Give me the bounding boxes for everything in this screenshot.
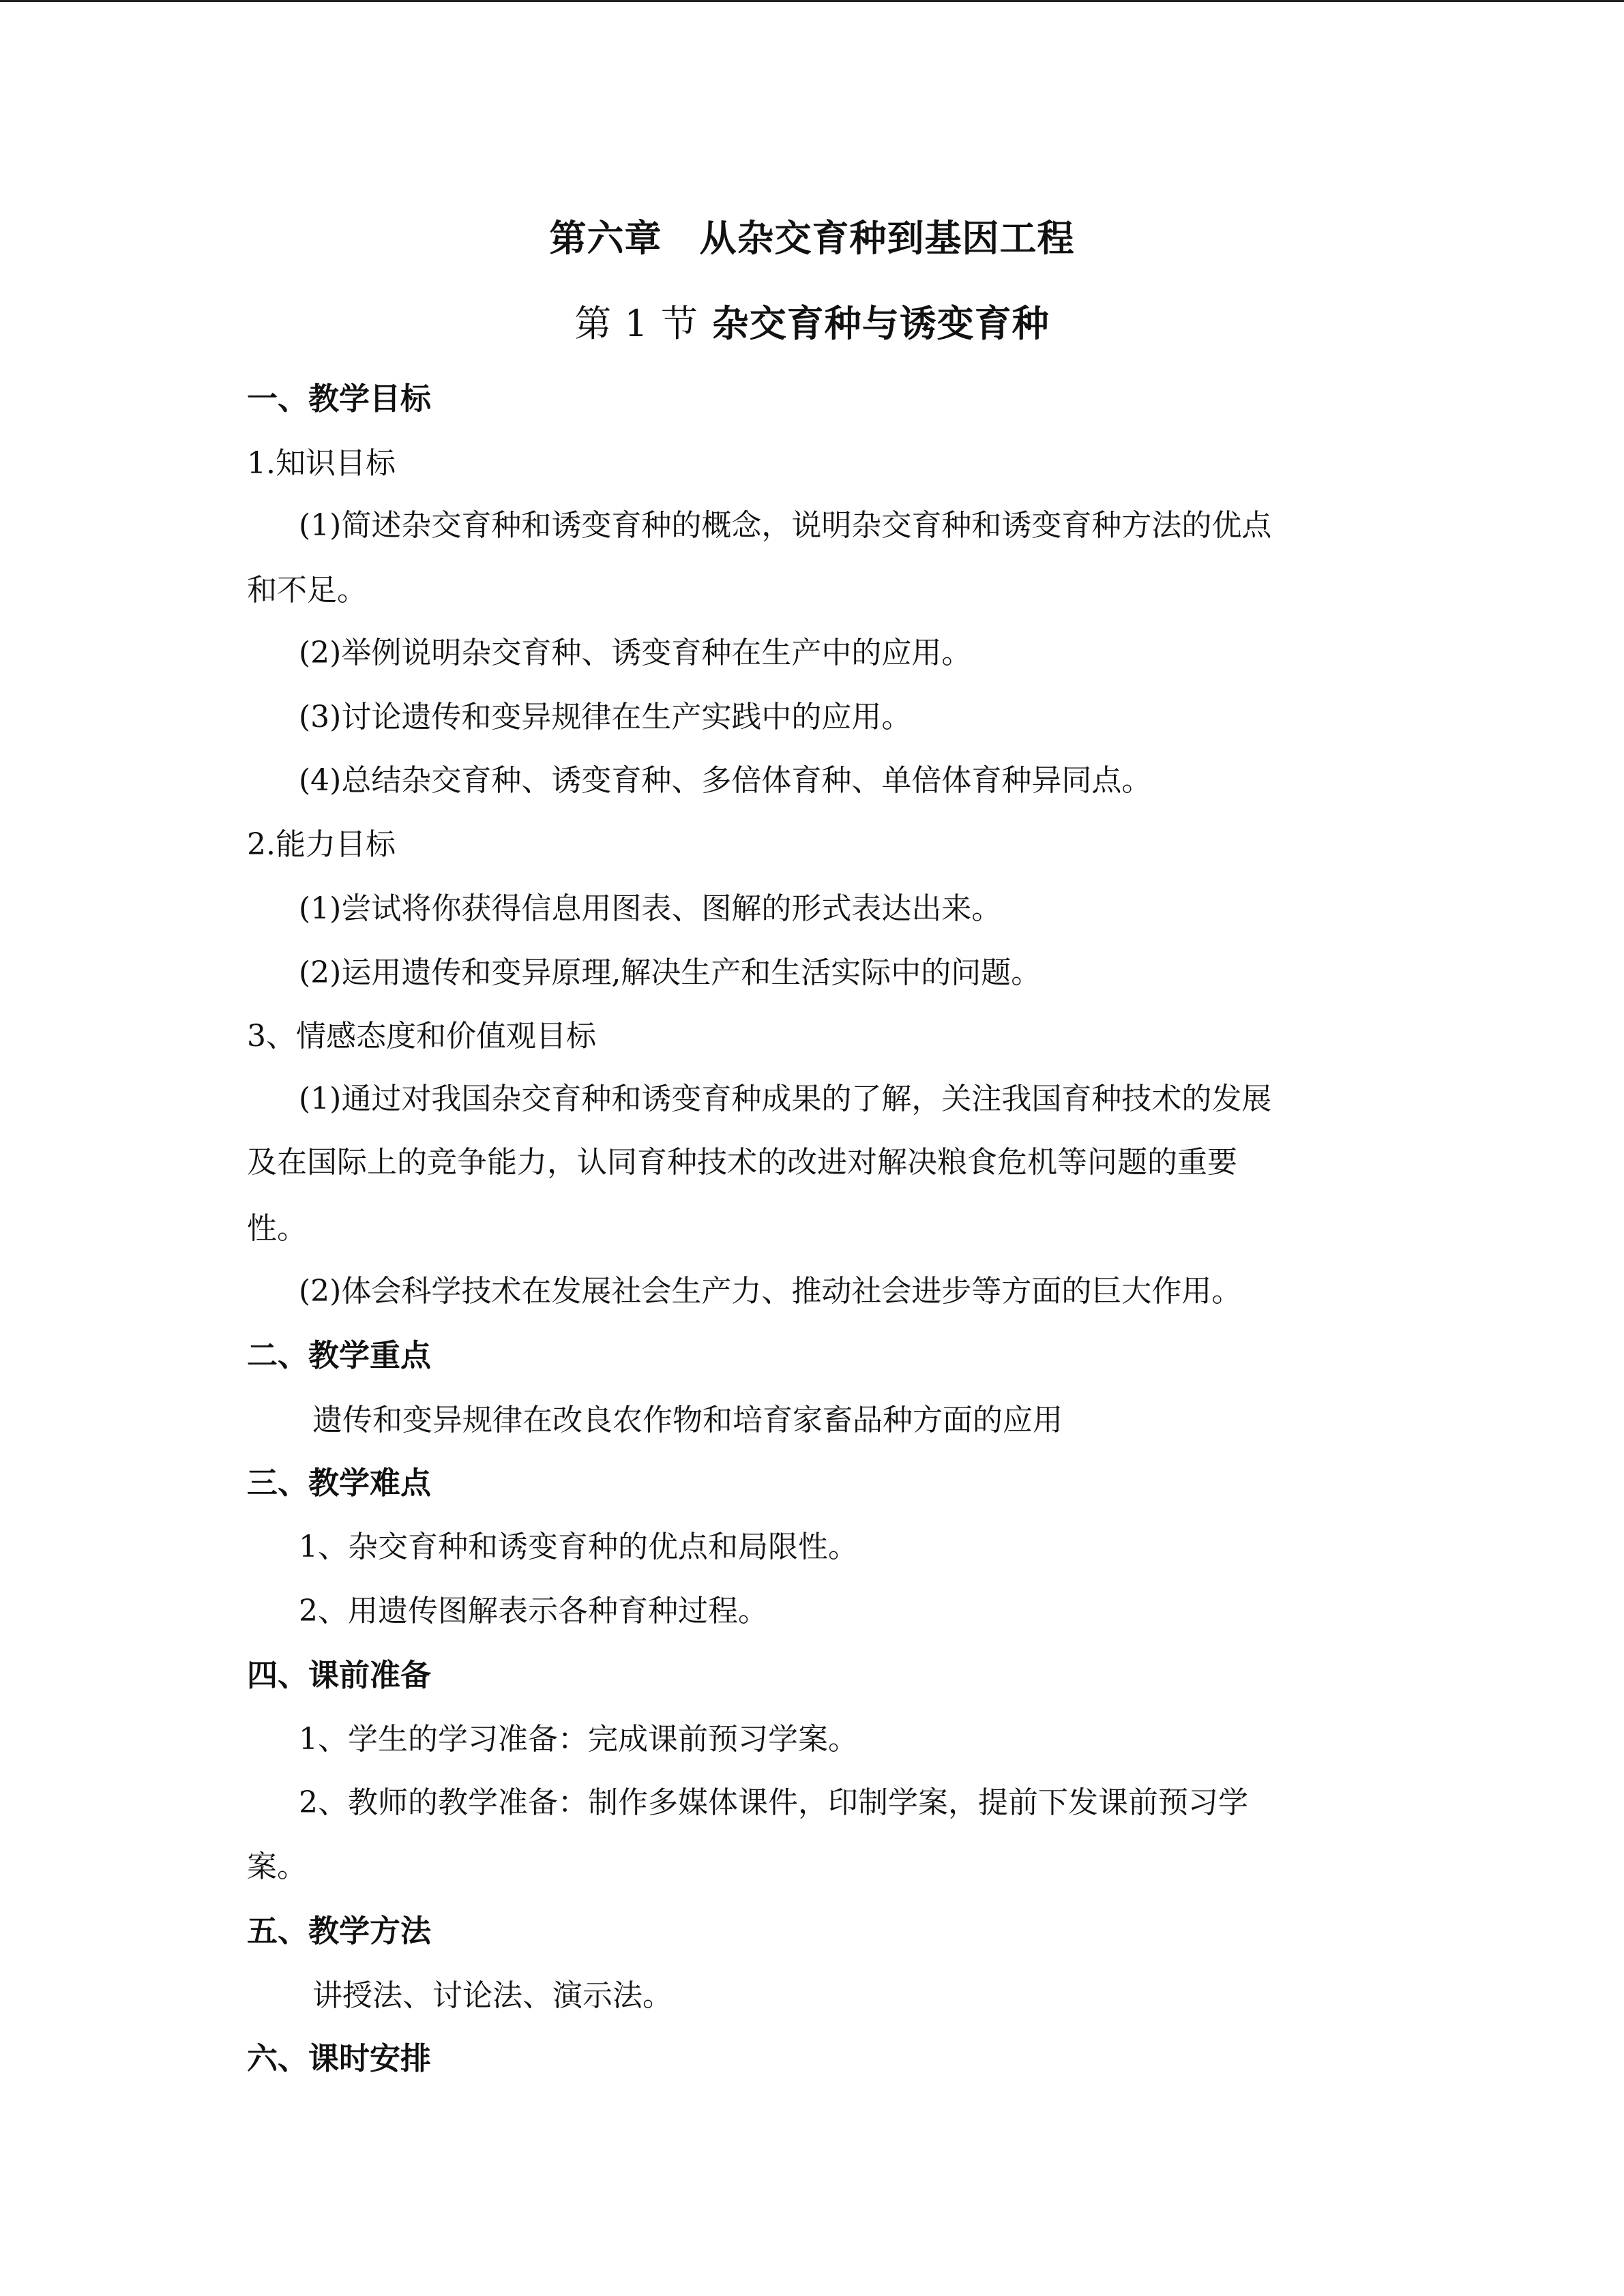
heading-preparation: 四、课前准备: [247, 1657, 432, 1693]
heading-teaching-focus: 二、教学重点: [247, 1337, 432, 1373]
heading-class-hours: 六、课时安排: [247, 2040, 432, 2076]
ability-goal-2: (2)运用遗传和变异原理,解决生产和生活实际中的问题。: [299, 955, 1042, 990]
difficulty-item-1: 1、杂交育种和诱变育种的优点和局限性。: [299, 1530, 858, 1564]
knowledge-goal-2: (2)举例说明杂交育种、诱变育种在生产中的应用。: [299, 636, 972, 670]
section-name: 杂交育种与诱变育种: [711, 302, 1050, 345]
heading-teaching-difficulty: 三、教学难点: [247, 1465, 432, 1501]
section-number: 第 1 节: [574, 302, 698, 345]
preparation-item-2-line2: 案。: [247, 1849, 307, 1884]
preparation-item-2-line1: 2、教师的教学准备：制作多媒体课件，印制学案，提前下发课前预习学: [299, 1785, 1248, 1820]
heading-teaching-methods: 五、教学方法: [247, 1913, 432, 1949]
knowledge-goal-1-line1: (1)简述杂交育种和诱变育种的概念，说明杂交育种和诱变育种方法的优点: [299, 508, 1272, 543]
subheading-emotion-goals: 3、情感态度和价值观目标: [247, 1019, 596, 1054]
teaching-focus-text: 遗传和变异规律在改良农作物和培育家畜品种方面的应用: [312, 1403, 1063, 1437]
emotion-goal-1-line1: (1)通过对我国杂交育种和诱变育种成果的了解，关注我国育种技术的发展: [299, 1082, 1272, 1116]
knowledge-goal-3: (3)讨论遗传和变异规律在生产实践中的应用。: [299, 700, 912, 734]
difficulty-item-2: 2、用遗传图解表示各种育种过程。: [299, 1594, 768, 1628]
section-title: [0, 300, 1624, 348]
preparation-item-1: 1、学生的学习准备：完成课前预习学案。: [299, 1722, 858, 1757]
emotion-goal-2: (2)体会科学技术在发展社会生产力、推动社会进步等方面的巨大作用。: [299, 1274, 1242, 1309]
subheading-ability-goals: 2.能力目标: [247, 827, 396, 862]
knowledge-goal-4: (4)总结杂交育种、诱变育种、多倍体育种、单倍体育种异同点。: [299, 763, 1152, 798]
subheading-knowledge-goals: 1.知识目标: [247, 446, 396, 481]
heading-teaching-goals: 一、教学目标: [247, 381, 432, 417]
knowledge-goal-1-line2: 和不足。: [247, 573, 367, 608]
chapter-title: 第六章 从杂交育种到基因工程: [549, 217, 1075, 260]
ability-goal-1: (1)尝试将你获得信息用图表、图解的形式表达出来。: [299, 891, 1002, 926]
teaching-methods-text: 讲授法、讨论法、演示法。: [312, 1978, 673, 2013]
emotion-goal-1-line2: 及在国际上的竞争能力，认同育种技术的改进对解决粮食危机等问题的重要: [247, 1145, 1237, 1180]
emotion-goal-1-line3: 性。: [247, 1211, 307, 1246]
